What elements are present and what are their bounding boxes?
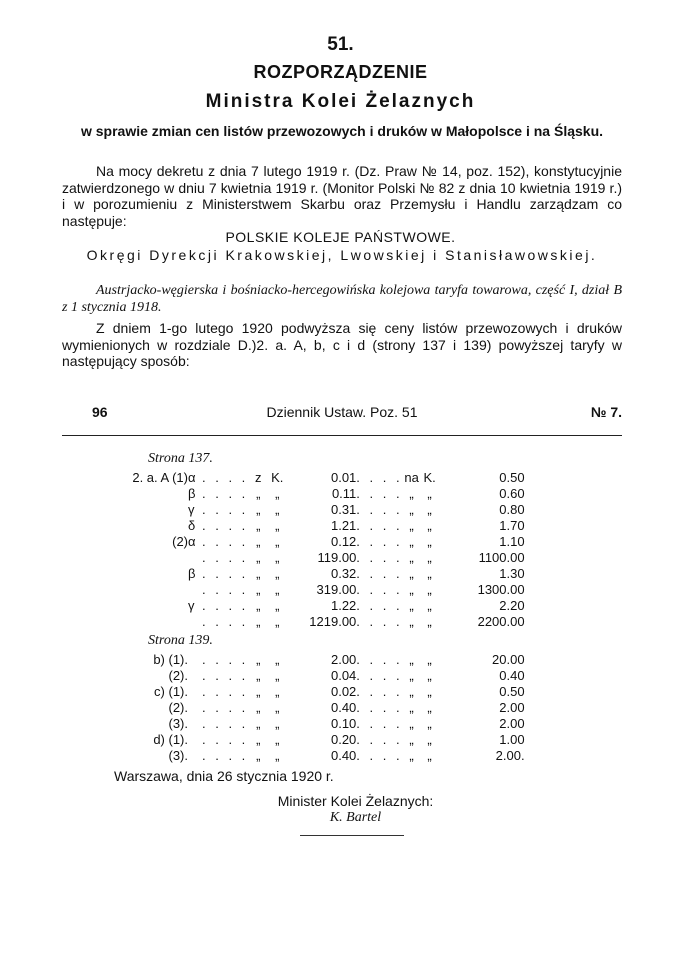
document-heading: w sprawie zmian cen listów przewozowych i druków w Małopolsce i na Śląsku. — [80, 123, 604, 139]
row-leader-dots: . . . . — [356, 684, 403, 699]
row-ditto: „ — [256, 668, 261, 683]
row-ditto: „ — [275, 684, 280, 699]
row-reference — [108, 582, 188, 598]
new-price: 0.40 — [499, 668, 525, 683]
row-ditto: „ — [409, 716, 414, 731]
row-ditto: „ — [275, 700, 280, 715]
price-change-paragraph: Z dniem 1-go lutego 1920 podwyższa się ceny listów przewozowych i druków wymienionych w rozdziale D.)2. a. A, b, c i d (strony 137 i 139) powyższej taryfy w następujący sposób: — [62, 320, 622, 369]
row-ditto: „ — [427, 716, 432, 731]
row-leader-dots: . . . . — [356, 668, 403, 683]
row-ditto: „ — [275, 550, 280, 565]
row-leader-dots: . . . . — [202, 748, 249, 763]
old-price: 0.04 — [330, 668, 357, 683]
row-leader-dots: . . . . — [356, 502, 403, 517]
row-leader-dots: . . . . — [356, 700, 403, 715]
row-symbol — [188, 668, 202, 684]
row-reference — [108, 598, 188, 614]
row-ditto: „ — [427, 732, 432, 747]
row-ditto: „ — [256, 502, 261, 517]
row-ditto: „ — [256, 550, 261, 565]
row-symbol: α — [188, 470, 196, 485]
row-symbol — [188, 684, 202, 700]
table-row — [108, 652, 525, 668]
old-price: 0.01 — [330, 470, 357, 485]
act-number: 51. — [327, 34, 354, 55]
row-reference: d) (1). — [153, 732, 188, 747]
old-price: 1.21 — [330, 518, 357, 533]
old-price: 0.31 — [330, 502, 357, 517]
row-reference: c) (1). — [154, 684, 188, 699]
new-price: 2200.00 — [477, 614, 525, 629]
new-price: 1100.00 — [478, 550, 525, 565]
row-leader-dots: . . . . — [202, 486, 249, 501]
row-ditto: „ — [427, 652, 432, 667]
row-ditto: „ — [275, 534, 280, 549]
row-leader-dots: . . . . — [202, 566, 249, 581]
row-leader-dots: . . . . — [356, 614, 403, 629]
row-leader-dots: . . . . — [202, 652, 249, 667]
row-ditto: „ — [275, 566, 280, 581]
table-row — [108, 732, 525, 748]
old-price: 0.40 — [330, 748, 357, 763]
table-row — [108, 700, 525, 716]
document-subtitle: Ministra Kolei Żelaznych — [205, 91, 476, 112]
old-price: 1219.00 — [309, 614, 357, 629]
row-symbol: γ — [188, 598, 195, 613]
page-footer — [62, 404, 622, 424]
row-ditto: „ — [409, 748, 414, 763]
row-ditto: „ — [409, 582, 414, 597]
issue-number: № 7. — [590, 404, 622, 420]
row-leader-dots: . . . . — [202, 668, 249, 683]
row-ditto: K. — [423, 470, 436, 485]
new-price: 2.00. — [495, 748, 525, 763]
new-price: 1.70 — [499, 518, 525, 533]
row-leader-dots: . . . . — [356, 732, 403, 747]
row-ditto: „ — [427, 684, 432, 699]
old-price: 2.00 — [330, 652, 357, 667]
footer-rule — [62, 435, 622, 436]
row-ditto: „ — [427, 598, 432, 613]
row-ditto: „ — [256, 582, 261, 597]
row-reference: (2) — [172, 534, 188, 549]
old-price: 0.20 — [330, 732, 357, 747]
row-symbol — [188, 716, 202, 732]
row-ditto: „ — [275, 518, 280, 533]
row-leader-dots: . . . . — [356, 748, 403, 763]
table-row — [108, 566, 525, 582]
new-price: 1.30 — [499, 566, 525, 581]
row-ditto: „ — [256, 614, 261, 629]
row-ditto: „ — [427, 748, 432, 763]
row-ditto: „ — [409, 684, 414, 699]
row-leader-dots: . . . . — [202, 470, 249, 485]
table-row — [108, 518, 525, 534]
row-leader-dots: . . . . — [202, 582, 249, 597]
old-price: 0.12 — [330, 534, 357, 549]
row-ditto: „ — [409, 486, 414, 501]
row-symbol: α — [188, 534, 196, 549]
row-ditto: „ — [409, 668, 414, 683]
row-ditto: „ — [275, 582, 280, 597]
row-symbol — [188, 700, 202, 716]
tariff-price-table — [108, 448, 525, 764]
old-price: 319.00 — [316, 582, 357, 597]
new-price: 1.00 — [499, 732, 525, 747]
row-ditto: „ — [409, 598, 414, 613]
row-reference — [108, 550, 188, 566]
row-leader-dots: . . . . — [202, 550, 249, 565]
row-leader-dots: . . . . — [356, 550, 403, 565]
row-ditto: „ — [275, 486, 280, 501]
row-reference — [108, 614, 188, 630]
row-ditto: „ — [275, 614, 280, 629]
table-row — [108, 502, 525, 518]
row-leader-dots: . . . . — [356, 534, 403, 549]
row-leader-dots: . . . . — [356, 486, 403, 501]
row-symbol: β — [188, 486, 196, 501]
row-ditto: „ — [256, 716, 261, 731]
new-price: 0.50 — [499, 684, 525, 699]
row-leader-dots: . . . . — [356, 598, 403, 613]
row-symbol — [188, 582, 202, 598]
row-reference — [108, 486, 188, 502]
section-label: Strona 137. — [148, 451, 213, 466]
row-symbol — [188, 748, 202, 764]
row-reference — [108, 518, 188, 534]
row-ditto: „ — [427, 582, 432, 597]
old-price: 0.32 — [330, 566, 357, 581]
row-symbol: δ — [188, 518, 196, 533]
table-row — [108, 470, 525, 486]
row-ditto: „ — [256, 732, 261, 747]
intro-paragraph: Na mocy dekretu z dnia 7 lutego 1919 r. (Dz. Praw № 14, poz. 152), konstytucyjnie zatwierdzonego w dniu 7 kwietnia 1919 r. (Monitor Polski № 82 z dnia 10 kwietnia 1919 r.) i w porozumieniu z Ministerstwem Skarbu oraz Przemysłu i Handlu zarządzam co następuje: — [62, 163, 622, 229]
table-row — [108, 598, 525, 614]
row-ditto: „ — [275, 748, 280, 763]
new-price: 20.00 — [492, 652, 525, 667]
row-leader-dots: . . . . — [202, 700, 249, 715]
row-ditto: „ — [256, 518, 261, 533]
row-reference: (2). — [168, 668, 188, 683]
new-price: 0.60 — [499, 486, 525, 501]
table-row — [108, 534, 525, 550]
row-ditto: „ — [427, 518, 432, 533]
row-ditto: „ — [409, 614, 414, 629]
row-ditto: „ — [275, 716, 280, 731]
document-title: ROZPORZĄDZENIE — [253, 62, 428, 82]
row-ditto: „ — [256, 684, 261, 699]
row-ditto: „ — [256, 748, 261, 763]
row-symbol — [188, 550, 202, 566]
old-price: 1.22 — [330, 598, 357, 613]
row-ditto: „ — [409, 566, 414, 581]
table-row — [108, 614, 525, 630]
table-section-label — [108, 630, 525, 652]
row-leader-dots: . . . . — [202, 518, 249, 533]
row-ditto: „ — [427, 566, 432, 581]
new-price: 0.50 — [499, 470, 525, 485]
new-price: 2.20 — [499, 598, 525, 613]
row-ditto: „ — [275, 732, 280, 747]
row-ditto: „ — [256, 566, 261, 581]
row-leader-dots: . . . . — [202, 502, 249, 517]
row-symbol: β — [188, 566, 196, 581]
row-ditto: „ — [409, 550, 414, 565]
row-symbol: γ — [188, 502, 195, 517]
old-price: 0.02 — [330, 684, 357, 699]
row-ditto: „ — [275, 502, 280, 517]
table-row — [108, 716, 525, 732]
row-leader-dots: . . . . — [202, 684, 249, 699]
row-ditto: „ — [427, 550, 432, 565]
row-leader-dots: . . . . — [356, 470, 403, 485]
row-ditto: „ — [409, 732, 414, 747]
row-leader-dots: . . . . — [202, 614, 249, 629]
row-ditto: „ — [275, 652, 280, 667]
row-leader-dots: . . . . — [356, 518, 403, 533]
new-price: 1.10 — [499, 534, 525, 549]
page-number: 96 — [92, 404, 108, 420]
row-ditto: „ — [427, 700, 432, 715]
row-reference: b) (1). — [153, 652, 188, 667]
signatory-name: K. Bartel — [329, 810, 382, 825]
table-row — [108, 684, 525, 700]
row-reference — [108, 566, 188, 582]
organization-name: POLSKIE KOLEJE PAŃSTWOWE. — [225, 229, 456, 245]
row-leader-dots: . . . . — [202, 534, 249, 549]
row-ditto: „ — [409, 652, 414, 667]
row-reference: (3). — [168, 748, 188, 763]
table-row — [108, 582, 525, 598]
row-symbol — [188, 732, 202, 748]
row-ditto: „ — [427, 502, 432, 517]
row-ditto: „ — [409, 534, 414, 549]
row-ditto: z — [255, 470, 262, 485]
row-leader-dots: . . . . — [202, 716, 249, 731]
old-price: 0.10 — [330, 716, 357, 731]
row-ditto: „ — [256, 486, 261, 501]
row-ditto: „ — [256, 598, 261, 613]
journal-reference: Dziennik Ustaw. Poz. 51 — [266, 404, 418, 420]
districts-line: Okręgi Dyrekcji Krakowskiej, Lwowskiej i Stanisławowskiej. — [86, 247, 598, 263]
row-leader-dots: . . . . — [202, 598, 249, 613]
row-symbol — [188, 614, 202, 630]
row-ditto: „ — [427, 614, 432, 629]
row-ditto: „ — [427, 668, 432, 683]
old-price: 0.40 — [330, 700, 357, 715]
row-leader-dots: . . . . — [356, 566, 403, 581]
old-price: 119.00 — [317, 550, 357, 565]
table-row — [108, 748, 525, 764]
row-leader-dots: . . . . — [356, 652, 403, 667]
row-ditto: „ — [427, 534, 432, 549]
table-row — [108, 550, 525, 566]
table-section-label — [108, 448, 525, 470]
row-ditto: „ — [409, 502, 414, 517]
table-row — [108, 668, 525, 684]
row-ditto: „ — [409, 518, 414, 533]
tariff-title: Austrjacko-węgierska i bośniacko-hercegowińska kolejowa taryfa towarowa, część I, dział B z 1 stycznia 1918. — [62, 283, 622, 315]
row-ditto: „ — [409, 700, 414, 715]
table-row — [108, 486, 525, 502]
row-symbol — [188, 652, 202, 668]
row-ditto: „ — [427, 486, 432, 501]
signatory-title: Minister Kolei Żelaznych: — [277, 793, 434, 809]
place-date: Warszawa, dnia 26 stycznia 1920 r. — [114, 768, 334, 784]
row-leader-dots: . . . . — [356, 716, 403, 731]
new-price: 2.00 — [499, 700, 525, 715]
row-ditto: na — [404, 470, 419, 485]
row-leader-dots: . . . . — [202, 732, 249, 747]
row-reference: 2. a. A (1) — [132, 470, 188, 485]
row-ditto: „ — [275, 598, 280, 613]
row-ditto: „ — [275, 668, 280, 683]
row-leader-dots: . . . . — [356, 582, 403, 597]
row-reference: (3). — [168, 716, 188, 731]
row-reference: (2). — [168, 700, 188, 715]
row-ditto: „ — [256, 534, 261, 549]
row-ditto: K. — [271, 470, 284, 485]
old-price: 0.11 — [331, 486, 357, 501]
new-price: 0.80 — [499, 502, 525, 517]
new-price: 1300.00 — [477, 582, 525, 597]
signature-rule — [300, 835, 404, 836]
row-ditto: „ — [256, 700, 261, 715]
new-price: 2.00 — [499, 716, 525, 731]
section-label: Strona 139. — [148, 633, 213, 648]
row-ditto: „ — [256, 652, 261, 667]
row-reference — [108, 502, 188, 518]
